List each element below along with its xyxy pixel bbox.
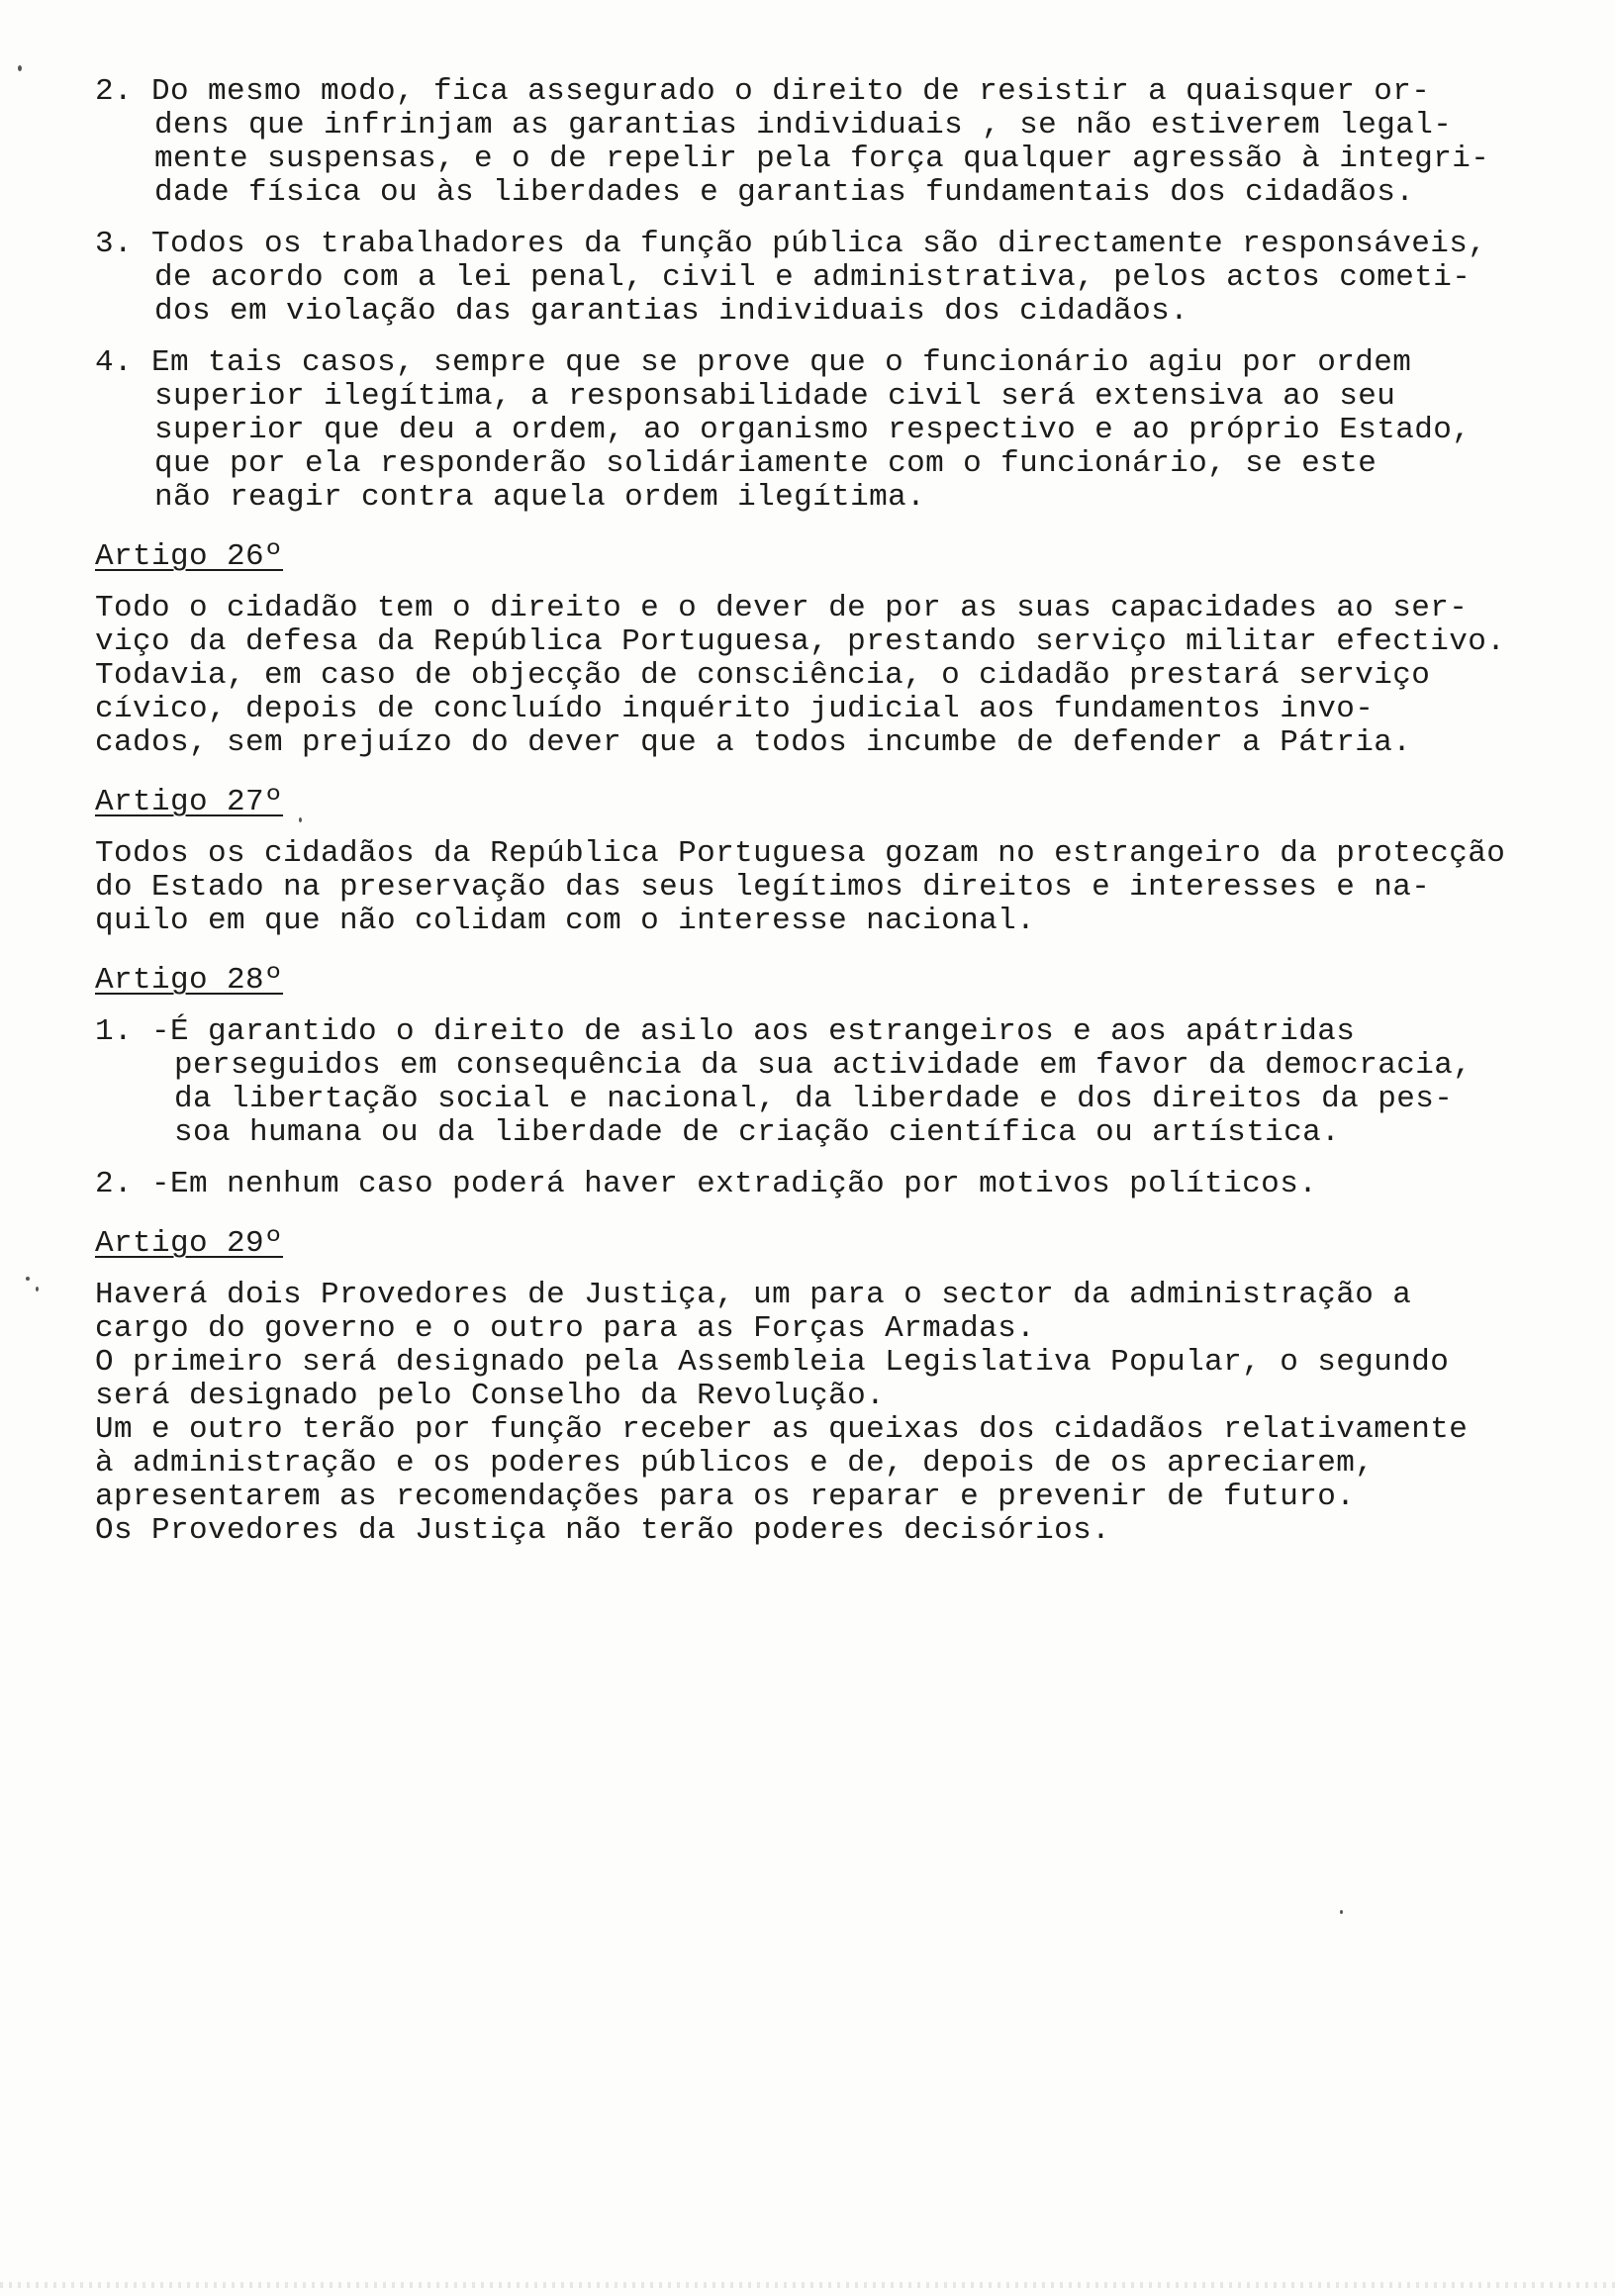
artigo-26-heading: Artigo 26º [95, 539, 284, 574]
item-3-line-2: de acordo com a lei penal, civil e administrativa, pelos actos cometi- [154, 260, 1472, 295]
item-2-line-1: 2. Do mesmo modo, fica assegurado o direito de resistir a quaisquer or- [95, 74, 1431, 109]
artigo-29-line-2: cargo do governo e o outro para as Forças Armadas. [95, 1311, 1036, 1346]
list-item-2 [95, 75, 1589, 210]
artigo-29-line-6: à administração e os poderes públicos e de, depois de os apreciarem, [95, 1446, 1375, 1481]
list-item-4 [95, 346, 1589, 515]
artigo-28-item-1-line-2: perseguidos em consequência da sua actividade em favor da democracia, [174, 1048, 1472, 1083]
artigo-27-line-1: Todos os cidadãos da República Portuguesa gozam no estrangeiro da protecção [95, 836, 1506, 871]
artigo-28-item-2-line-1: 2. -Em nenhum caso poderá haver extradição por motivos políticos. [95, 1167, 1318, 1201]
scan-speck [299, 817, 302, 822]
artigo-29-line-1: Haverá dois Provedores de Justiça, um para o sector da administração a [95, 1278, 1412, 1312]
artigo-26-line-5: cados, sem prejuízo do dever que a todos incumbe de defender a Pátria. [95, 725, 1412, 760]
artigo-28-item-2 [95, 1168, 1589, 1201]
artigo-28-item-1-line-4: soa humana ou da liberdade de criação científica ou artística. [174, 1115, 1341, 1150]
scan-speck [36, 1287, 39, 1292]
list-item-3 [95, 228, 1589, 329]
artigo-28-item-1-line-1: 1. -É garantido o direito de asilo aos estrangeiros e aos apátridas [95, 1014, 1356, 1049]
scan-speck [18, 65, 22, 71]
artigo-28-item-1-line-3: da libertação social e nacional, da liberdade e dos direitos da pes- [174, 1082, 1454, 1116]
item-4-line-3: superior que deu a ordem, ao organismo respectivo e ao próprio Estado, [154, 413, 1472, 447]
document-body [95, 75, 1589, 1566]
artigo-29-paragraph [95, 1279, 1589, 1548]
artigo-28-item-1 [95, 1015, 1589, 1150]
item-4-line-5: não reagir contra aquela ordem ilegítima. [154, 480, 926, 515]
artigo-26-line-1: Todo o cidadão tem o direito e o dever de por as suas capacidades ao ser- [95, 591, 1469, 625]
artigo-26-paragraph [95, 592, 1589, 760]
artigo-26-line-2: viço da defesa da República Portuguesa, prestando serviço militar efectivo. [95, 624, 1506, 659]
item-4-line-2: superior ilegítima, a responsabilidade civil será extensiva ao seu [154, 379, 1396, 414]
artigo-29-heading: Artigo 29º [95, 1226, 284, 1261]
artigo-27-line-3: quilo em que não colidam com o interesse nacional. [95, 904, 1036, 938]
item-2-line-4: dade física ou às liberdades e garantias fundamentais dos cidadãos. [154, 175, 1415, 210]
item-4-line-1: 4. Em tais casos, sempre que se prove que o funcionário agiu por ordem [95, 345, 1412, 380]
scan-speck [26, 1277, 30, 1281]
item-3-line-3: dos em violação das garantias individuais dos cidadãos. [154, 294, 1189, 329]
artigo-29-line-5: Um e outro terão por função receber as queixas dos cidadãos relativamente [95, 1412, 1469, 1447]
artigo-29-line-8: Os Provedores da Justiça não terão poderes decisórios. [95, 1513, 1111, 1548]
scan-edge-noise [0, 2282, 1615, 2288]
artigo-27-paragraph [95, 837, 1589, 938]
artigo-29-line-4: será designado pelo Conselho da Revolução. [95, 1379, 886, 1413]
item-2-line-3: mente suspensas, e o de repelir pela força qualquer agressão à integri- [154, 142, 1490, 176]
artigo-26-line-4: cívico, depois de concluído inquérito judicial aos fundamentos invo- [95, 692, 1375, 726]
artigo-26-line-3: Todavia, em caso de objecção de consciência, o cidadão prestará serviço [95, 658, 1431, 693]
item-3-line-1: 3. Todos os trabalhadores da função pública são directamente responsáveis, [95, 227, 1487, 261]
artigo-27-line-2: do Estado na preservação das seus legítimos direitos e interesses e na- [95, 870, 1431, 905]
item-2-line-2: dens que infrinjam as garantias individuais , se não estiverem legal- [154, 108, 1453, 143]
artigo-28-heading: Artigo 28º [95, 963, 284, 998]
artigo-27-heading: Artigo 27º [95, 785, 284, 819]
item-4-line-4: que por ela responderão solidáriamente com o funcionário, se este [154, 446, 1378, 481]
artigo-29-line-3: O primeiro será designado pela Assembleia Legislativa Popular, o segundo [95, 1345, 1450, 1380]
scan-speck [1340, 1910, 1343, 1914]
artigo-29-line-7: apresentarem as recomendações para os reparar e prevenir de futuro. [95, 1480, 1356, 1514]
